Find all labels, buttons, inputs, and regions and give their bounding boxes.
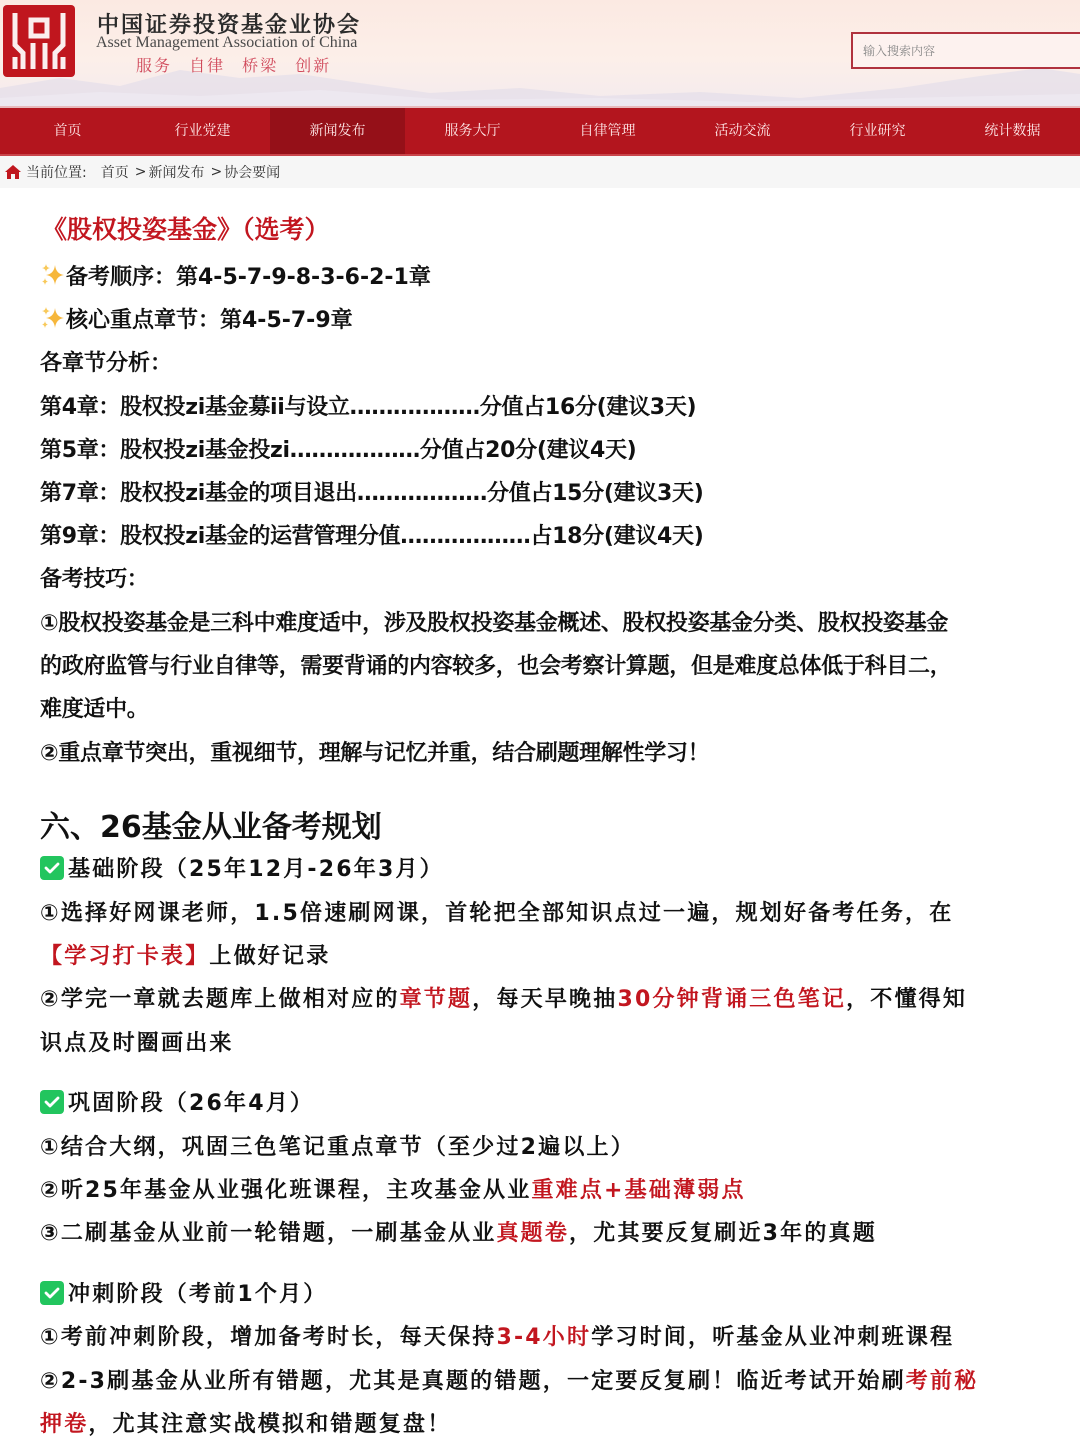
text-span: ，每天早晚抽 [472,987,618,1012]
nav-item-news[interactable]: 新闻发布 [270,108,405,154]
study-order-text: 备考顺序：第4-5-7-9-8-3-6-2-1章 [66,265,431,290]
text-span: ②听25年基金从业强化班课程，主攻基金从业 [40,1178,532,1203]
org-name-cn: 中国证券投资基金业协会 [97,12,362,38]
home-icon [4,164,22,180]
stage-title [40,1086,314,1117]
tip-line: ②重点章节突出，重视细节，理解与记忆并重，结合刷题理解性学习！ [40,741,710,766]
stage-line [40,1407,451,1438]
highlight-study-hours: 3-4小时 [496,1325,592,1350]
highlight-mock-papers: 押卷 [40,1412,89,1437]
sparkles-icon [40,263,66,287]
text-span: ②学完一章就去题库上做相对应的 [40,987,400,1012]
highlight-checkin-sheet: 【学习打卡表】 [40,944,210,969]
stage-line [40,1173,746,1204]
tip-line: 难度适中。 [40,697,149,722]
plan-title: 六、26基金从业备考规划 [40,810,382,845]
stage-line [40,1364,978,1395]
subject-title: 《股权投姿基金》（选考） [42,215,330,244]
breadcrumb [0,156,1080,188]
amac-logo[interactable] [3,5,75,77]
text-span: 识点及时圈画出来 [40,1031,234,1056]
stage-title [40,852,444,883]
check-box-icon [40,856,64,880]
check-box-icon [40,1281,64,1305]
stage-line [40,896,953,927]
core-chapters [40,303,353,334]
stage-title [40,1277,328,1308]
text-span: 上做好记录 [209,944,331,969]
highlight-mock-papers: 考前秘 [905,1369,979,1394]
text-span: ，尤其要反复刷近3年的真题 [569,1221,877,1246]
main-nav [0,108,1080,156]
breadcrumb-home[interactable]: 首页 [100,165,129,181]
text-span: ，尤其注意实战模拟和错题复盘！ [88,1412,452,1437]
breadcrumb-separator: > [210,164,223,180]
nav-item-statistics[interactable]: 统计数据 [984,123,1041,139]
nav-item-services[interactable]: 服务大厅 [444,123,501,139]
stage-title-text: 巩固阶段（26年4月） [68,1091,315,1116]
highlight-notes-review: 30分钟背诵三色笔记 [617,987,847,1012]
text-span: ①考前冲刺阶段，增加备考时长，每天保持 [40,1325,497,1350]
breadcrumb-label: 当前位置: [26,165,87,181]
site-header [0,0,1080,108]
chapter-line: 第5章：股权投zi基金投zi………………分值占20分(建议4天) [40,438,637,463]
breadcrumb-separator: > [134,164,147,180]
text-span: ②2-3刷基金从业所有错题，尤其是真题的错题，一定要反复刷！临近考试开始刷 [40,1369,906,1394]
chapter-line: 第7章：股权投zi基金的项目退出………………分值占15分(建议3天) [40,481,704,506]
breadcrumb-association-news[interactable]: 协会要闻 [224,165,281,181]
stage-title-text: 基础阶段（25年12月-26年3月） [68,857,444,882]
tips-heading: 备考技巧： [40,567,149,592]
stage-line [40,1130,635,1161]
org-slogan: 服务 自律 桥梁 创新 [136,56,332,75]
chapter-line: 第4章：股权投zi基金募ii与设立………………分值占16分(建议3天) [40,395,697,420]
stage-title-text: 冲刺阶段（考前1个月） [68,1282,328,1307]
stage-line [40,939,330,970]
text-span: ，不懂得知 [846,987,968,1012]
stage-line [40,1216,877,1247]
search-input[interactable] [851,32,1080,69]
nav-item-party-building[interactable]: 行业党建 [174,123,231,139]
text-span: ①选择好网课老师，1.5倍速刷网课，首轮把全部知识点过一遍，规划好备考任务，在 [40,901,954,926]
nav-item-research[interactable]: 行业研究 [849,123,906,139]
stage-line [40,982,967,1013]
text-span: ③二刷基金从业前一轮错题，一刷基金从业 [40,1221,497,1246]
chapter-line: 第9章：股权投zi基金的运营管理分值………………占18分(建议4天) [40,524,704,549]
core-chapters-text: 核心重点章节：第4-5-7-9章 [66,308,353,333]
tip-line: 的政府监管与行业自律等，需要背诵的内容较多，也会考察计算题，但是难度总体低于科目二， [40,654,952,679]
highlight-chapter-questions: 章节题 [399,987,473,1012]
org-name-en: Asset Management Association of China [96,34,358,51]
check-box-icon [40,1090,64,1114]
nav-item-self-regulation[interactable]: 自律管理 [579,123,636,139]
nav-item-home[interactable]: 首页 [53,123,82,139]
stage-line [40,1026,234,1057]
nav-item-events[interactable]: 活动交流 [714,123,771,139]
analysis-heading: 各章节分析： [40,351,173,376]
breadcrumb-news[interactable]: 新闻发布 [148,165,205,181]
text-span: 学习时间，听基金从业冲刺班课程 [591,1325,955,1350]
highlight-key-points: 重难点+基础薄弱点 [531,1178,746,1203]
tip-line: ①股权投姿基金是三科中难度适中，涉及股权投姿基金概述、股权投姿基金分类、股权投姿基金 [40,611,949,636]
text-span: ①结合大纲，巩固三色笔记重点章节（至少过2遍以上） [40,1135,635,1160]
stage-line [40,1320,954,1351]
sparkles-icon [40,306,66,330]
highlight-past-papers: 真题卷 [496,1221,570,1246]
study-order [40,260,431,291]
